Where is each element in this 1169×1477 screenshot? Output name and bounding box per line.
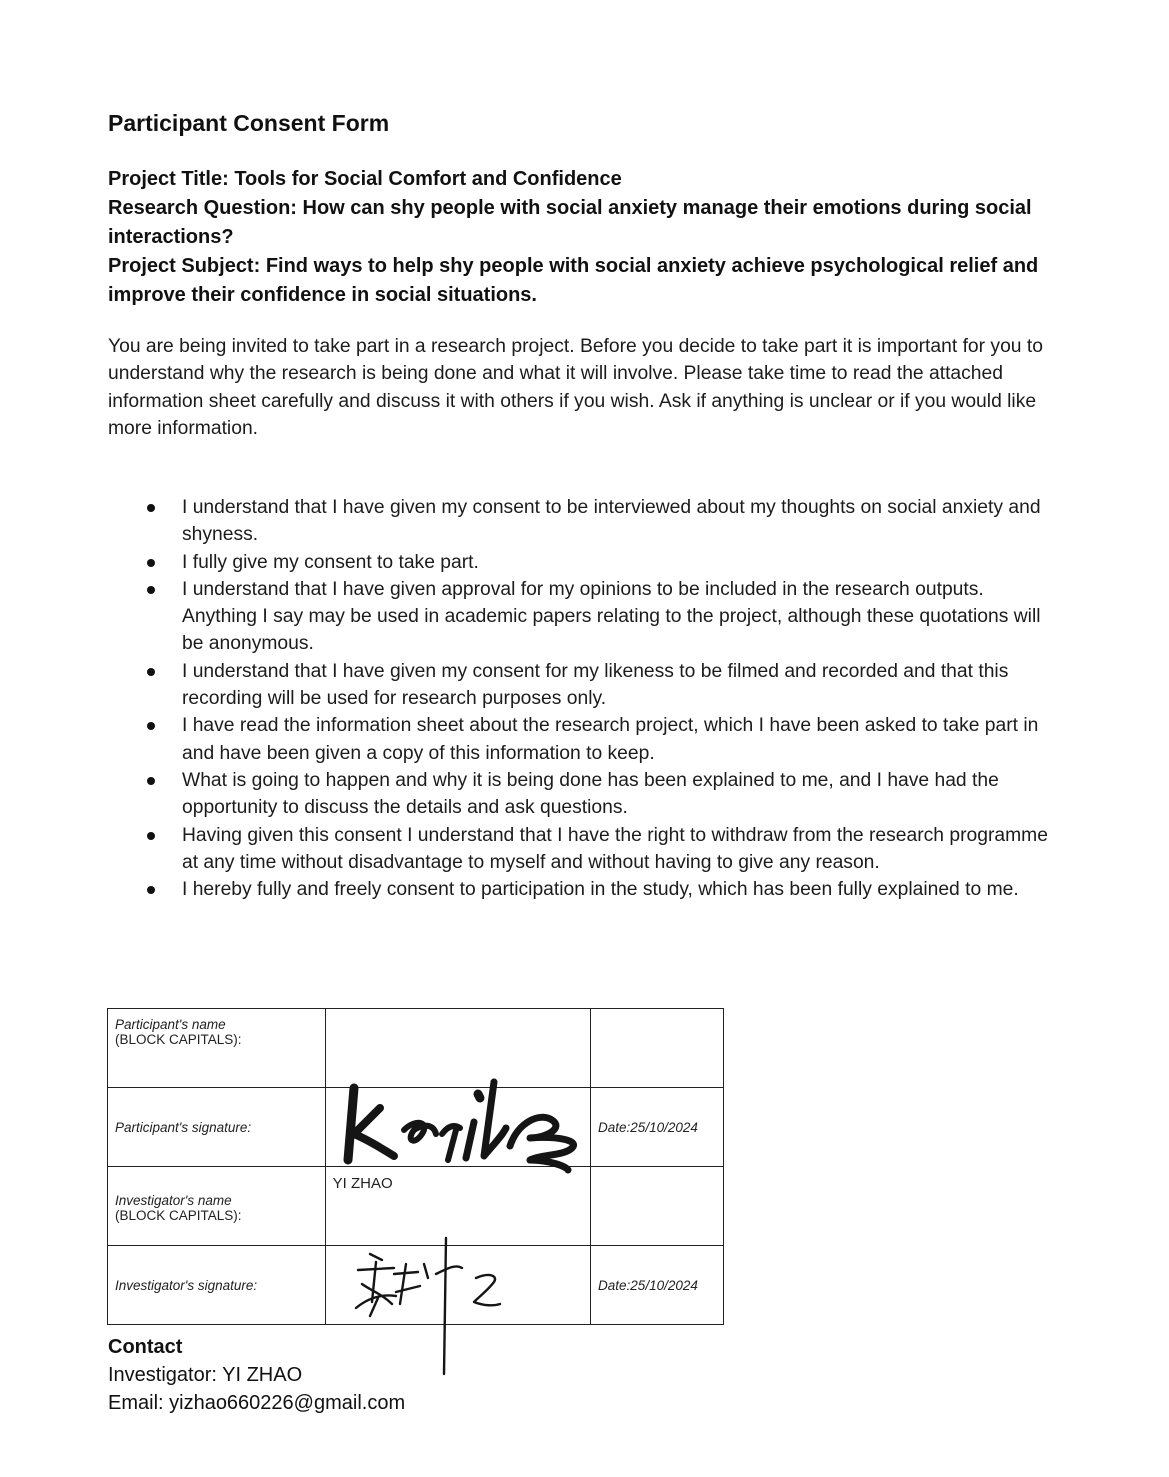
investigator-signature-label: Investigator's signature: [108, 1246, 326, 1325]
investigator-name-empty-cell [591, 1167, 724, 1246]
contact-investigator: Investigator: YI ZHAO [108, 1364, 303, 1386]
document-title: Participant Consent Form [108, 110, 390, 136]
investigator-date: Date:25/10/2024 [591, 1246, 724, 1325]
contact-email[interactable]: Email: yizhao660226@gmail.com [108, 1392, 406, 1414]
consent-item: I fully give my consent to take part. [182, 549, 1062, 576]
investigator-name-label [108, 1167, 326, 1246]
consent-item: I understand that I have given my consent for my likeness to be filmed and recorded and that this recording will be used for research purposes only. [182, 658, 1062, 713]
participant-name-label-line1: Participant's name [115, 1017, 226, 1032]
signature-table [107, 1008, 724, 1325]
investigator-name-label-line1: Investigator's name [115, 1193, 232, 1208]
consent-item: What is going to happen and why it is being done has been explained to me, and I have had the opportunity to discuss the details and ask questions. [182, 767, 1062, 822]
project-title: Project Title: Tools for Social Comfort and Confidence [108, 168, 622, 190]
project-subject: Project Subject: Find ways to help shy people with social anxiety achieve psychological relief and improve their confidence in social situations. [108, 255, 1039, 306]
consent-item: I understand that I have given approval for my opinions to be included in the research outputs. Anything I say may be used in academic papers relating to the project, although these quotations will be anonymous. [182, 576, 1062, 658]
contact-heading: Contact [108, 1336, 183, 1358]
participant-name-label-line2: (BLOCK CAPITALS): [115, 1032, 242, 1047]
research-question: Research Question: How can shy people with social anxiety manage their emotions during social interactions? [108, 197, 1032, 248]
participant-name-empty-cell [591, 1009, 724, 1088]
consent-item: Having given this consent I understand that I have the right to withdraw from the research programme at any time without disadvantage to myself and without having to give any reason. [182, 822, 1062, 877]
consent-list [182, 494, 1062, 903]
participant-signature [334, 1074, 594, 1174]
contact-section [108, 1333, 405, 1417]
participant-signature-row [108, 1088, 724, 1167]
participant-signature-label: Participant's signature: [108, 1088, 326, 1167]
participant-date: Date:25/10/2024 [591, 1088, 724, 1167]
consent-item: I have read the information sheet about the research project, which I have been asked to take part in and have been given a copy of this information to keep. [182, 712, 1062, 767]
intro-paragraph: You are being invited to take part in a research project. Before you decide to take part it is important for you to understand why the research is being done and what it will involve. Please take time to read the attached information sheet carefully and discuss it with others if you wish. Ask if anything is unclear or if you would like more information. [108, 336, 1043, 439]
project-header [108, 165, 1068, 310]
participant-name-label [108, 1009, 326, 1088]
participant-signature-field[interactable] [325, 1088, 590, 1167]
investigator-signature-row [108, 1246, 724, 1325]
investigator-name-label-line2: (BLOCK CAPITALS): [115, 1208, 242, 1223]
consent-item: I hereby fully and freely consent to participation in the study, which has been fully explained to me. [182, 876, 1062, 903]
consent-item: I understand that I have given my consent to be interviewed about my thoughts on social anxiety and shyness. [182, 494, 1062, 549]
investigator-signature-field[interactable] [325, 1246, 590, 1325]
investigator-name-field[interactable]: YI ZHAO [325, 1167, 590, 1246]
